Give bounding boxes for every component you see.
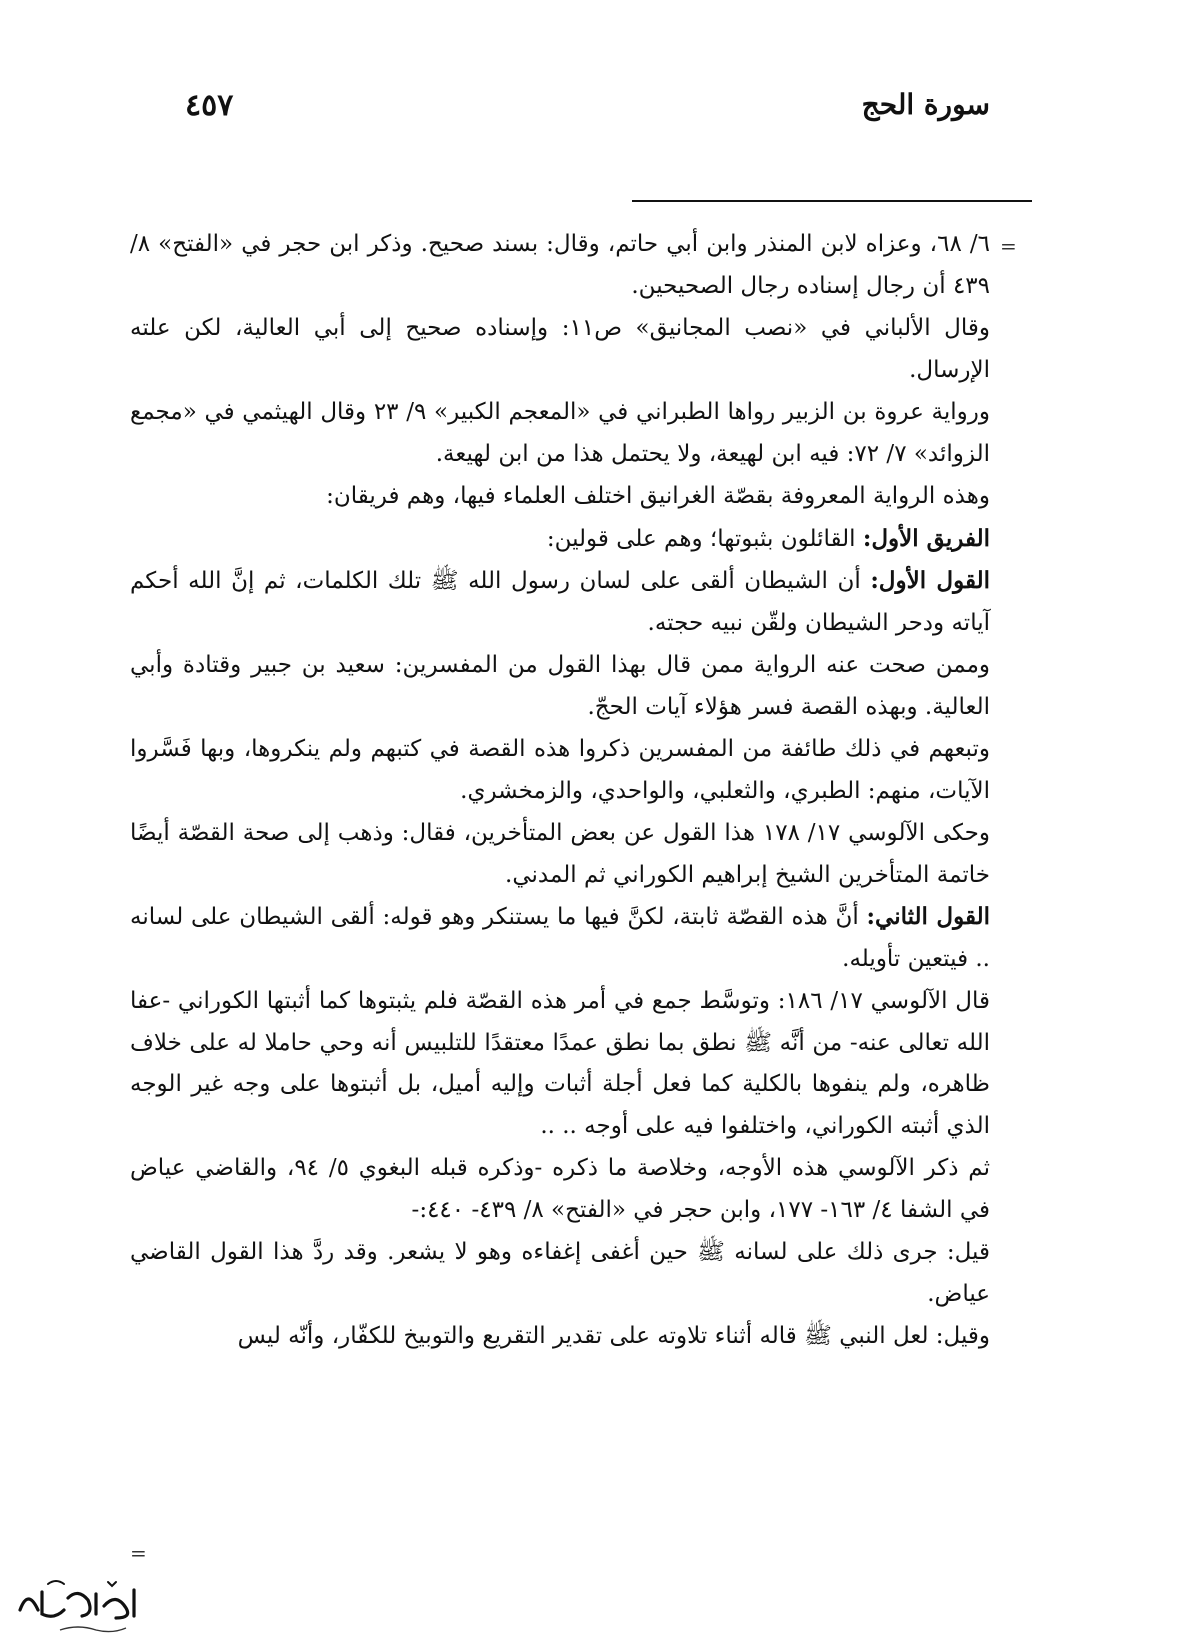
paragraph-text: القائلون بثبوتها؛ وهم على قولين: <box>546 525 863 552</box>
continuation-mark-top: = <box>1000 234 1017 258</box>
footnote-text-body <box>130 223 990 1358</box>
paragraph-lead: القول الثاني: <box>866 903 990 930</box>
paragraph <box>130 980 990 1147</box>
paragraph-text: وممن صحت عنه الرواية ممن قال بهذا القول من المفسرين: سعيد بن جبير وقتادة وأبي العالية. وبهذه القصة فسر هؤلاء آيات الحجّ. <box>130 652 990 720</box>
paragraph-lead: الفريق الأول: <box>862 524 990 552</box>
paragraph <box>130 896 990 980</box>
paragraph-text: قال الآلوسي ١٧/ ١٨٦: وتوسَّط جمع في أمر هذه القصّة فلم يثبتوها كما أثبتها الكوراني -عفا الله تعالى عنه- من أنَّه ﷺ نطق بما نطق عمدًا معتقدًا للتلبيس أنه وحي حاملا له على خلاف ظاهره، ولم ينفوها بالكلية كما فعل أجلة أثبات وإليه أميل، بل أثبتوها على وجه غير الوجه الذي أثبته الكوراني، واختلفوا فيه على أوجه .. .. <box>130 988 990 1139</box>
paragraph-lead: القول الأول: <box>870 567 991 594</box>
paragraph <box>130 812 990 896</box>
paragraph-text: ثم ذكر الآلوسي هذه الأوجه، وخلاصة ما ذكره -وذكره قبله البغوي ٥/ ٩٤، والقاضي عياض في الشفا ٤/ ١٦٣- ١٧٧، وابن حجر في «الفتح» ٨/ ٤٣٩- ٤٤٠:- <box>130 1155 991 1223</box>
paragraph <box>130 307 990 391</box>
paragraph <box>130 560 990 644</box>
library-stamp-logo <box>8 1570 148 1640</box>
paragraph <box>130 475 990 518</box>
paragraph <box>130 1315 990 1358</box>
footnote-separator-rule <box>632 200 1032 202</box>
paragraph <box>130 1231 990 1315</box>
continuation-mark-bottom: = <box>130 1541 147 1565</box>
paragraph-text: ٦/ ٦٨، وعزاه لابن المنذر وابن أبي حاتم، وقال: بسند صحيح. وذكر ابن حجر في «الفتح» ٨/ ٤٣٩ أن رجال إسناده رجال الصحيحين. <box>130 231 990 299</box>
paragraph-text: أن الشيطان ألقى على لسان رسول الله ﷺ تلك الكلمات، ثم إنَّ الله أحكم آياته ودحر الشيطان ولقّن نبيه حجته. <box>130 568 990 636</box>
paragraph <box>130 1147 990 1231</box>
paragraph-text: وحكى الآلوسي ١٧/ ١٧٨ هذا القول عن بعض المتأخرين، فقال: وذهب إلى صحة القصّة أيضًا خاتمة المتأخرين الشيخ إبراهيم الكوراني ثم المدني. <box>130 820 991 888</box>
surah-running-title: سورة الحج <box>861 88 990 121</box>
page-number: ٤٥٧ <box>185 88 234 123</box>
paragraph <box>130 223 990 307</box>
paragraph <box>130 391 990 475</box>
paragraph <box>130 644 990 728</box>
paragraph <box>130 518 990 561</box>
paragraph-text: ورواية عروة بن الزبير رواها الطبراني في «المعجم الكبير» ٩/ ٢٣ وقال الهيثمي في «مجمع الزوائد» ٧/ ٧٢: فيه ابن لهيعة، ولا يحتمل هذا من ابن لهيعة. <box>130 399 991 467</box>
paragraph-text: وقال الألباني في «نصب المجانيق» ص١١: وإسناده صحيح إلى أبي العالية، لكن علته الإرسال. <box>130 315 990 383</box>
paragraph-text: وتبعهم في ذلك طائفة من المفسرين ذكروا هذه القصة في كتبهم ولم ينكروها، وبها فَسَّروا الآيات، منهم: الطبري، والثعلبي، والواحدي، والزمخشري. <box>130 736 990 804</box>
paragraph-text: قيل: جرى ذلك على لسانه ﷺ حين أغفى إغفاءه وهو لا يشعر. وقد ردَّ هذا القول القاضي عياض. <box>130 1239 990 1307</box>
paragraph-text: وهذه الرواية المعروفة بقصّة الغرانيق اختلف العلماء فيها، وهم فريقان: <box>326 483 990 509</box>
paragraph <box>130 728 990 812</box>
paragraph-text: وقيل: لعل النبي ﷺ قاله أثناء تلاوته على تقدير التقريع والتوبيخ للكفّار، وأنّه ليس <box>237 1323 990 1349</box>
paragraph-text: أنَّ هذه القصّة ثابتة، لكنَّ فيها ما يستنكر وهو قوله: ألقى الشيطان على لسانه .. فيتعين تأويله. <box>130 904 990 972</box>
